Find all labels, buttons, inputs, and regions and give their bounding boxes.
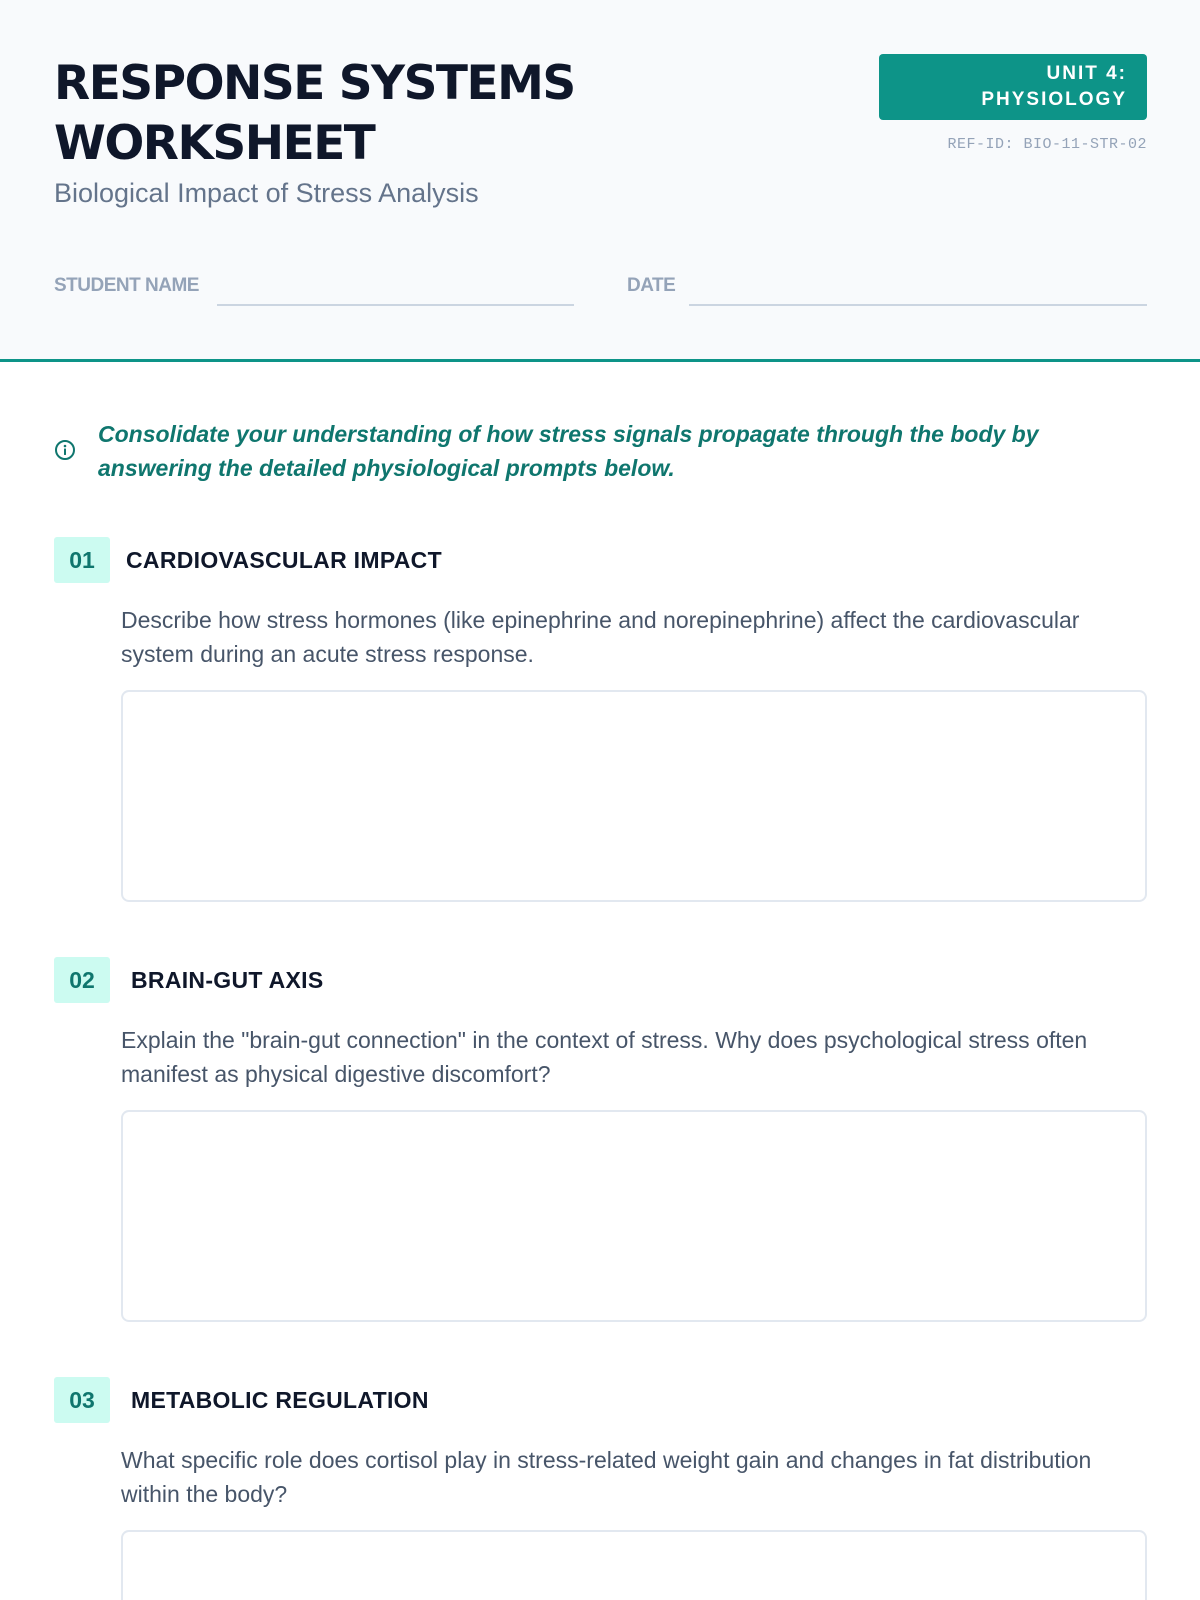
question-title: BRAIN-GUT AXIS [131, 967, 324, 993]
unit-badge: UNIT 4: PHYSIOLOGY [879, 54, 1147, 120]
question-title: METABOLIC REGULATION [131, 1387, 429, 1413]
instructions-text: Consolidate your understanding of how stress signals propagate through the body by answering the detailed physiological prompts below. [98, 421, 1039, 481]
worksheet-header [0, 0, 1200, 362]
question-number: 02 [54, 957, 110, 1003]
answer-box[interactable] [121, 1110, 1147, 1322]
student-name-field[interactable] [217, 304, 574, 306]
question-prompt: What specific role does cortisol play in stress-related weight gain and changes in fat distribution within the body? [121, 1447, 1092, 1507]
page-title: RESPONSE SYSTEMS WORKSHEET [54, 56, 575, 171]
question-prompt: Explain the "brain-gut connection" in the context of stress. Why does psychological stress often manifest as physical digestive discomfort? [121, 1027, 1088, 1087]
question-number: 01 [54, 537, 110, 583]
answer-box[interactable] [121, 1530, 1147, 1600]
page-subtitle: Biological Impact of Stress Analysis [54, 178, 479, 208]
date-label: DATE [627, 275, 676, 296]
reference-id: REF-ID: BIO-11-STR-02 [947, 136, 1147, 153]
question-prompt: Describe how stress hormones (like epinephrine and norepinephrine) affect the cardiovascular system during an acute stress response. [121, 607, 1080, 667]
info-icon [54, 439, 76, 461]
date-field[interactable] [689, 304, 1147, 306]
student-name-label: STUDENT NAME [54, 275, 199, 296]
question-title: CARDIOVASCULAR IMPACT [126, 547, 442, 573]
question-number: 03 [54, 1377, 110, 1423]
answer-box[interactable] [121, 690, 1147, 902]
